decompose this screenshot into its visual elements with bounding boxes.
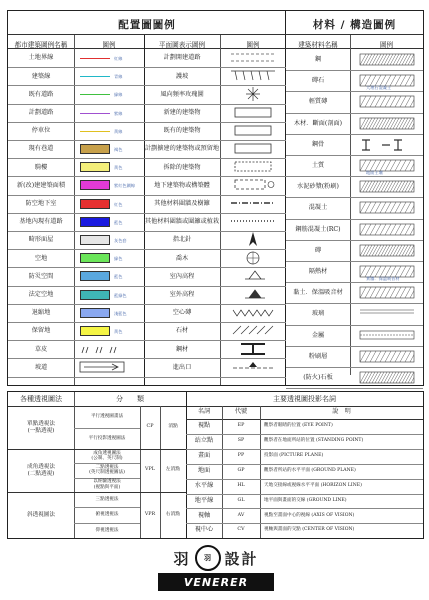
plan-row-name: 室內高程 (169, 272, 195, 280)
plan-legend-icon (227, 304, 279, 321)
company-logo (158, 545, 274, 593)
hatch-steel-icon (354, 50, 420, 69)
col-divider (74, 35, 75, 385)
color-swatch (80, 308, 110, 318)
vanishing-code: VPL (145, 467, 155, 473)
plan-legend-icon (227, 340, 279, 357)
term-desc: 視點至畫面中心的視線 (AXIS OF VISION) (264, 512, 355, 518)
urban-row-name: 防空地下室 (25, 200, 57, 208)
material-row-name: 鋼 (314, 55, 322, 63)
plan-legend-icon (227, 104, 279, 121)
plan-row-name: 鋼材 (175, 345, 189, 353)
material-row-name: 磚 (314, 246, 322, 254)
material-title: 材料 / 構造圖例 (312, 19, 397, 31)
material-row-name: 輕質磚 (308, 98, 328, 106)
urban-row-name: 畸形面屋 (28, 236, 54, 244)
header-legend-c: 圖例 (379, 41, 394, 49)
hatch-glass-icon (354, 304, 420, 323)
legend-sheet (7, 4, 424, 596)
plan-row-name: 計劃開建道路 (163, 54, 201, 62)
term-name: 水平線 (194, 481, 214, 489)
term-code: AV (237, 512, 245, 518)
plan-legend-icon (227, 176, 279, 193)
color-swatch (80, 253, 110, 263)
color-swatch (80, 217, 110, 227)
urban-row-name: 停車位 (31, 127, 51, 135)
header-material-name: 建築材料名稱 (298, 41, 338, 49)
urban-row-name: 土地界線 (28, 54, 54, 62)
term-name: 畫面 (197, 451, 211, 459)
legend-color-label: 紫線 (114, 110, 123, 116)
legend-color-label: 黃色 (114, 329, 123, 334)
plan-row-name: 其他材料圍牆及樹籬 (154, 200, 210, 208)
perspective-subtype: 平行透視圖畫法 (90, 414, 124, 420)
plan-legend-icon (227, 85, 279, 102)
legend-line (80, 131, 110, 132)
color-swatch (80, 290, 110, 300)
perspective-subtype: 平行投影透視圖法 (88, 435, 126, 441)
hatch-plaster-icon (354, 347, 420, 366)
perspective-subtype: 俯視透視法 (95, 512, 119, 518)
term-name: 視中心 (194, 526, 214, 534)
legend-color-label: 藍綠色 (114, 292, 127, 298)
material-note: 大理石混凝土 (366, 85, 392, 91)
material-note: 實牆．保溫吸音材 (366, 276, 400, 281)
legend-color-label: 紅線 (114, 56, 123, 61)
hatch-board-icon (354, 368, 420, 387)
material-note: 地面土壤 (366, 170, 383, 175)
material-legend (286, 11, 423, 385)
hatch-mortar-icon (354, 177, 420, 196)
term-desc: 地平面與畫面的交線 (GROUND LINE) (264, 497, 347, 503)
urban-row-name: 基地內現有道路 (19, 218, 63, 226)
legend-color-label: 綠線 (114, 92, 123, 98)
perspective-subtype: 仰視透視法 (95, 527, 119, 533)
vanishing-code: CP (146, 424, 154, 430)
plan-legend-icon (227, 195, 279, 212)
logo-english: VENERER (158, 573, 274, 591)
term-code: GP (237, 467, 245, 473)
perspective-subtype: 以經驗透視法 (視點與平面) (93, 479, 121, 490)
plan-legend-icon (227, 49, 279, 66)
plan-row-name: 指北針 (172, 236, 192, 244)
term-code: CV (237, 527, 245, 533)
term-desc: 投影面 (PICTURE PLANE) (264, 452, 324, 458)
header-legend-a: 圖例 (102, 41, 116, 49)
plan-row-name: 室外高程 (169, 291, 195, 299)
term-name-header: 名詞 (197, 408, 211, 416)
material-row-name: 水泥砂漿(粉刷) (297, 183, 339, 191)
plan-row-name: 既有的建築物 (163, 127, 201, 135)
legend-color-label: 紫紅色鋼線 (114, 183, 135, 189)
perspective-group-name: 成角透視法 (二點透視) (27, 463, 55, 477)
plan-legend-icon (227, 322, 279, 339)
urban-row-name: 法定空地 (28, 291, 54, 299)
perspective-subtype: 二點透視法 (英尺制透視圖法) (89, 465, 125, 476)
material-row-name: 土質 (311, 161, 325, 169)
color-swatch (80, 144, 110, 154)
material-row-name: 隔熱材 (308, 267, 328, 275)
legend-color-label: 紅色 (114, 201, 123, 207)
grass-icon (78, 343, 118, 355)
urban-row-name: 現有巷道 (28, 145, 54, 153)
header-plan-name: 平面圖表示圖例 (158, 41, 206, 49)
color-swatch (80, 162, 110, 172)
vanishing-name: 左消點 (165, 467, 181, 473)
material-row-name: 鋼筋混凝土(RC) (295, 225, 341, 233)
legend-line (80, 94, 110, 95)
perspective-group-name: 斜透視圖法 (27, 511, 55, 518)
hatch-sbeam-icon (354, 135, 420, 154)
material-row-name: (防火)石板 (303, 373, 333, 381)
urban-row-name: 騎樓 (34, 163, 48, 171)
category-header: 分 類 (116, 394, 144, 403)
plan-row-name: 進出口 (172, 363, 192, 371)
hatch-rc-icon (354, 220, 420, 239)
hatch-concrete-icon (354, 198, 420, 217)
legend-frame (7, 10, 424, 386)
term-desc: 視軸與畫面的交點 (CENTER OF VISION) (264, 527, 355, 533)
plan-row-name: 風向頻率玫瑰圖 (160, 90, 204, 98)
title-rule (8, 34, 286, 35)
term-name: 地面 (197, 466, 211, 474)
term-desc: 觀察者所站的水平平面 (GROUND PLANE) (264, 467, 356, 473)
term-code: HL (237, 482, 245, 488)
urban-row-name: 新(改)建建築面積 (16, 181, 66, 189)
color-swatch (80, 199, 110, 209)
urban-row-name: 坡道 (34, 363, 48, 371)
term-col (260, 406, 261, 538)
material-row-name: 黏土．保溫吸音材 (293, 289, 343, 297)
hatch-brick2-icon (354, 241, 420, 260)
material-row-name: 木材．斷面(剖面) (293, 119, 343, 127)
plan-legend-icon (227, 67, 279, 84)
term-desc: 觀察者眼睛的位置 (EYE POINT) (264, 423, 333, 429)
urban-row-name: 退縮地 (31, 309, 51, 317)
terms-header: 主要透視圖投影名詞 (273, 394, 336, 403)
plan-row-name: 地下建築物或構築體 (154, 181, 210, 189)
vanishing-code: VPR (144, 511, 156, 517)
plan-row-name: 拆除的建築物 (163, 163, 201, 171)
row-rule (286, 388, 423, 389)
urban-row-name: 防災空間 (28, 272, 54, 280)
color-swatch (80, 326, 110, 336)
legend-line (80, 76, 110, 77)
hatch-metal-icon (354, 326, 420, 345)
perspective-table (7, 391, 424, 539)
legend-color-label: 藍色 (114, 274, 123, 280)
perspective-subtype: 三點透視法 (95, 496, 119, 502)
plan-row-name: 石材 (175, 327, 189, 335)
term-desc: 觀察者在地面所站的位置 (STANDING POINT) (264, 438, 364, 444)
hatch-wood-icon (354, 114, 420, 133)
urban-row-name: 既有道路 (28, 90, 54, 98)
term-code: GL (237, 497, 245, 503)
plan-row-name: 空心磚 (172, 309, 192, 317)
legend-color-label: 黃線 (114, 128, 123, 134)
header-urban-name: 都市建築圖例名稱 (14, 41, 68, 49)
color-swatch (80, 180, 110, 190)
material-row-name: 金屬 (311, 331, 325, 339)
urban-row-name: 建築線 (31, 72, 51, 80)
urban-row-name: 計劃道路 (28, 109, 54, 117)
plan-row-name: 計劃擴建的建築物或預留地 (144, 145, 220, 153)
term-name: 地平線 (194, 496, 214, 504)
plan-row-name: 其他材料圍牆或圍籬或植栽 (144, 218, 220, 226)
plan-legend-icon (227, 249, 279, 266)
perspective-subtype: 成角透視圖法 (公制、英尺制) (91, 450, 123, 462)
site-plan-title: 配置圖圖例 (118, 19, 176, 31)
row-rule (8, 377, 286, 378)
perspective-group-name: 單點透視法 (一點透視) (27, 420, 55, 434)
color-swatch (80, 271, 110, 281)
urban-row-name: 草皮 (34, 345, 48, 353)
plan-legend-icon (227, 267, 279, 284)
hatch-light-icon (354, 92, 420, 111)
title-rule (286, 34, 423, 35)
plan-row-name: 護坡 (175, 72, 189, 80)
term-code-header: 代號 (234, 408, 248, 416)
plan-legend-icon (227, 213, 279, 230)
logo-chinese (158, 545, 274, 571)
legend-color-label: 灰色套 (114, 238, 127, 243)
urban-row-name: 保留地 (31, 327, 51, 335)
term-desc: 天地交接線或視線水平平面 (HORIZON LINE) (264, 482, 362, 488)
perspective-header: 各種透視圖法 (20, 394, 62, 403)
legend-color-label: 綠色 (114, 256, 123, 262)
plan-legend-icon (227, 140, 279, 157)
term-name: 視軸 (197, 511, 211, 519)
legend-color-label: 褐色 (114, 147, 123, 152)
term-desc-header: 說 明 (332, 408, 351, 416)
plan-row-name: 喬木 (175, 254, 189, 262)
legend-line (80, 113, 110, 114)
logo-text-right: 設計 (224, 549, 259, 568)
legend-line (80, 58, 110, 59)
plan-row-name: 新建的建築物 (163, 109, 201, 117)
urban-row-name: 空地 (34, 254, 48, 262)
legend-color-label: 青線 (114, 74, 123, 80)
vanishing-name: 消點 (168, 424, 178, 430)
plan-legend-icon (227, 358, 279, 375)
color-swatch (80, 235, 110, 245)
plan-legend-icon (227, 286, 279, 303)
legend-color-label: 藍色 (114, 219, 123, 225)
term-code: EP (237, 423, 245, 429)
term-code: SP (237, 438, 245, 444)
term-code: PP (237, 452, 245, 458)
hatch-clay-icon (354, 283, 420, 302)
material-row-name: 玻璃 (311, 310, 325, 318)
vanishing-name: 右消點 (165, 511, 181, 517)
col-divider (220, 35, 221, 385)
material-row-name: 磚石 (311, 77, 325, 85)
plan-legend-icon (227, 231, 279, 248)
header-legend-b: 圖例 (246, 41, 260, 49)
ramp-arrow-icon (78, 361, 126, 373)
legend-color-label: 淺藍色 (114, 310, 127, 316)
material-row-name: 混凝土 (308, 204, 328, 212)
hatch-soil-icon (354, 156, 420, 175)
logo-text-left: 羽 (173, 549, 191, 568)
term-name: 視點 (197, 422, 211, 430)
plan-legend-icon (227, 158, 279, 175)
site-plan-legend (8, 11, 286, 385)
plan-legend-icon (227, 122, 279, 139)
material-row-name: 粉刷層 (308, 352, 328, 360)
legend-color-label: 黃色 (114, 165, 123, 171)
logo-mark-icon: 羽 (195, 545, 221, 571)
material-row-name: 鋼骨 (311, 140, 325, 148)
term-name: 站立點 (194, 437, 214, 445)
